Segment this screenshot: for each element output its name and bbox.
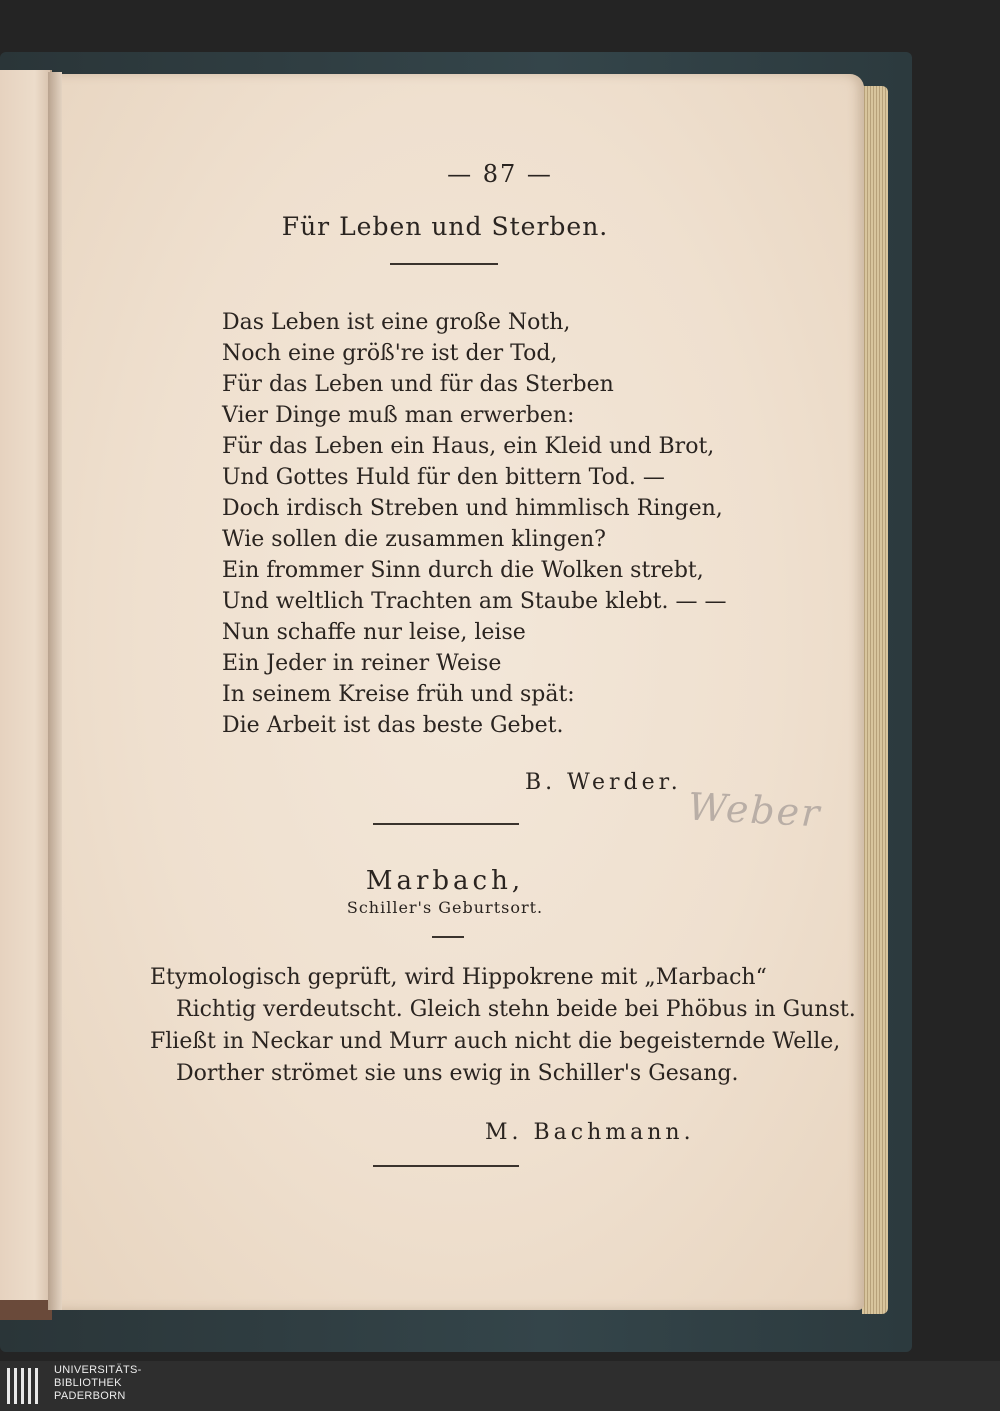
subtitle-rule — [432, 936, 464, 938]
poem-line: Das Leben ist eine große Noth, — [222, 310, 571, 335]
page-stack-edge — [862, 86, 888, 1314]
end-rule — [373, 1165, 519, 1167]
poem-line: Für das Leben ein Haus, ein Kleid und Brot, — [222, 434, 715, 459]
library-footer — [0, 1361, 1000, 1411]
logo-line: UNIVERSITÄTS- — [54, 1364, 142, 1376]
poem-line: Dorther strömet sie uns ewig in Schiller's Gesang. — [176, 1061, 739, 1086]
poem1-title: Für Leben und Sterben. — [281, 212, 609, 241]
poem-line: Wie sollen die zusammen klingen? — [222, 527, 606, 552]
library-logo-icon — [7, 1368, 47, 1404]
poem-line: Fließt in Neckar und Murr auch nicht die begeisternde Welle, — [150, 1029, 841, 1054]
poem-line: Ein Jeder in reiner Weise — [222, 651, 502, 676]
poem-line: Doch irdisch Streben und himmlisch Ringen, — [222, 496, 723, 521]
poem-line: Nun schaffe nur leise, leise — [222, 620, 526, 645]
poem1-body — [222, 307, 726, 741]
book-gutter — [48, 72, 62, 1310]
pencil-annotation: Weber — [686, 784, 823, 836]
section-divider — [373, 823, 519, 825]
logo-line: BIBLIOTHEK — [54, 1377, 122, 1389]
logo-line: PADERBORN — [54, 1390, 126, 1402]
title-rule — [390, 263, 498, 265]
poem2-title: Marbach, — [365, 866, 525, 896]
poem-line: In seinem Kreise früh und spät: — [222, 682, 575, 707]
poem-line: Die Arbeit ist das beste Gebet. — [222, 713, 564, 738]
poem2-body — [150, 962, 856, 1090]
poem-line: Und Gottes Huld für den bittern Tod. — — [222, 465, 665, 490]
poem1-author: B. Werder. — [525, 770, 682, 795]
page-number: — 87 — — [447, 160, 553, 188]
library-logo-text — [54, 1364, 142, 1403]
poem-line: Noch eine größ're ist der Tod, — [222, 341, 558, 366]
poem-line: Richtig verdeutscht. Gleich stehn beide bei Phöbus in Gunst. — [176, 997, 856, 1022]
poem2-author: M. Bachmann. — [485, 1120, 695, 1145]
poem-line: Und weltlich Trachten am Staube klebt. — — — [222, 589, 727, 614]
poem-line: Vier Dinge muß man erwerben: — [222, 403, 575, 428]
poem-line: Für das Leben und für das Sterben — [222, 372, 614, 397]
left-page-bottom-edge — [0, 1300, 52, 1320]
poem-line: Ein frommer Sinn durch die Wolken strebt, — [222, 558, 704, 583]
poem-line: Etymologisch geprüft, wird Hippokrene mit „Marbach“ — [150, 965, 767, 990]
left-page-edge — [0, 70, 52, 1300]
poem2-subtitle: Schiller's Geburtsort. — [346, 898, 544, 917]
